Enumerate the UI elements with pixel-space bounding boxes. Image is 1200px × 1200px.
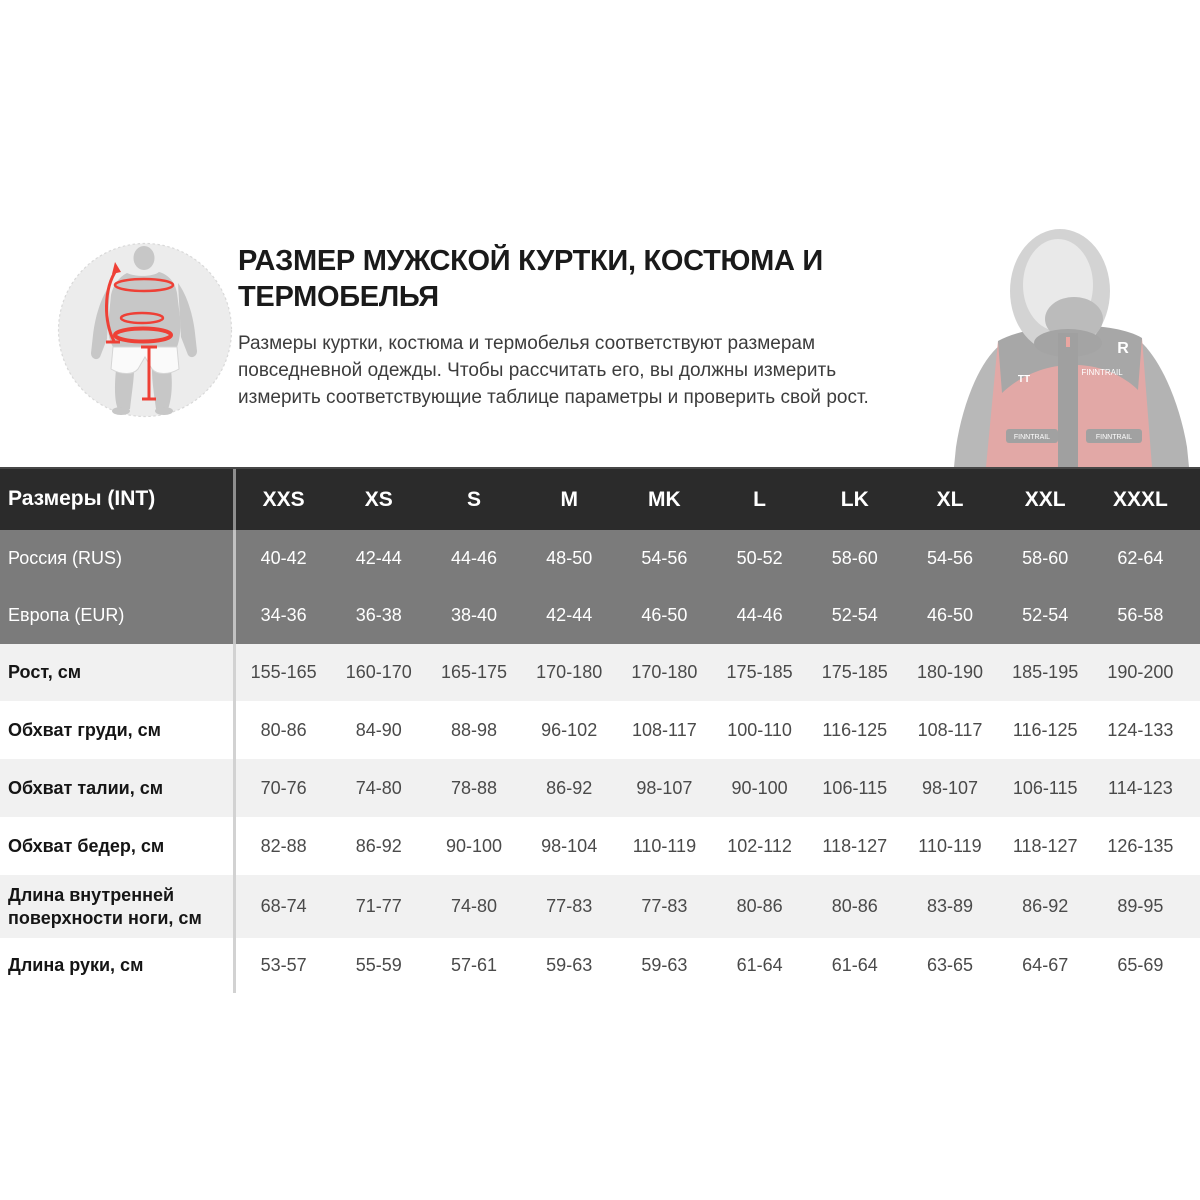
value-cell: 165-175 <box>440 662 508 682</box>
pocket-right-logo: FINNTRAIL <box>1095 434 1133 441</box>
value-cell: 53-57 <box>260 955 307 975</box>
column-header-cell: MK <box>648 487 681 511</box>
value-cell: 86-92 <box>546 777 593 798</box>
value-cell: 54-56 <box>641 548 688 568</box>
value-cell: 55-59 <box>355 955 402 975</box>
value-cell: 114-123 <box>1108 777 1173 798</box>
value-cell: 44-46 <box>736 605 783 625</box>
value-cell: 77-83 <box>546 896 593 916</box>
page-title: РАЗМЕР МУЖСКОЙ КУРТКИ, КОСТЮМА И ТЕРМОБЕЛЬЯ <box>238 245 823 313</box>
value-cell: 68-74 <box>260 896 307 916</box>
value-cell: 175-185 <box>726 662 793 682</box>
value-cell: 40-42 <box>260 548 307 568</box>
column-header-cell: L <box>753 487 766 511</box>
brand-logo: FINNTRAIL <box>1081 368 1123 377</box>
table-row <box>0 644 1200 701</box>
value-cell: 70-76 <box>260 777 307 798</box>
value-cell: 65-69 <box>1117 955 1164 975</box>
column-header-cell: S <box>466 487 481 511</box>
value-cell: 89-95 <box>1117 896 1164 916</box>
row-cells <box>236 587 1200 644</box>
value-cell: 63-65 <box>926 955 974 975</box>
value-cell: 90-100 <box>445 835 503 856</box>
value-cell: 54-56 <box>926 548 974 568</box>
value-cell: 90-100 <box>731 777 788 798</box>
value-cell: 106-115 <box>1012 777 1078 798</box>
table-row <box>0 759 1200 817</box>
value-cell: 180-190 <box>916 662 984 682</box>
value-cell: 52-54 <box>1022 605 1069 625</box>
value-cell: 185-195 <box>1012 662 1079 682</box>
row-label: Длина внутренней поверхности ноги, см <box>8 885 202 928</box>
body-measurement-illustration <box>57 241 233 419</box>
table-corner-label: Размеры (INT) <box>8 487 156 511</box>
column-header-cell: XXL <box>1024 487 1066 511</box>
jacket-illustration <box>940 225 1200 467</box>
row-cells <box>236 938 1200 993</box>
value-cell: 102-112 <box>727 835 792 856</box>
table-row <box>0 817 1200 875</box>
value-cell: 71-77 <box>355 896 402 916</box>
value-cell: 64-67 <box>1022 955 1069 975</box>
value-cell: 59-63 <box>546 955 593 975</box>
value-cell: 82-88 <box>260 835 307 856</box>
column-header-cell: M <box>560 487 578 511</box>
value-cell: 155-165 <box>250 662 317 682</box>
table-row <box>0 701 1200 759</box>
value-cell: 116-125 <box>822 719 888 740</box>
value-cell: 74-80 <box>355 777 402 798</box>
value-cell: 118-127 <box>1012 835 1078 856</box>
value-cell: 80-86 <box>260 719 307 740</box>
value-cell: 96-102 <box>541 719 598 740</box>
row-cells <box>236 701 1200 759</box>
value-cell: 44-46 <box>450 548 498 568</box>
value-cell: 83-89 <box>926 896 974 916</box>
body-measurement-icon <box>57 241 233 419</box>
value-cell: 124-133 <box>1107 719 1174 740</box>
table-row <box>0 530 1200 587</box>
value-cell: 46-50 <box>641 605 688 625</box>
column-header-cell: XS <box>364 487 393 511</box>
value-cell: 34-36 <box>260 605 307 625</box>
intro-description: Размеры куртки, костюма и термобелья соответствуют размерам повседневной одежды. Чтобы рассчитать его, вы должны измерить измерить соответствующие таблице параметры и проверить свой рост. <box>238 333 869 408</box>
row-label: Европа (EUR) <box>8 605 125 626</box>
table-row <box>0 875 1200 938</box>
value-cell: 52-54 <box>831 605 878 625</box>
value-cell: 190-200 <box>1107 662 1174 682</box>
row-label: Обхват бедер, см <box>8 835 165 856</box>
value-cell: 106-115 <box>822 777 888 798</box>
value-cell: 170-180 <box>631 662 698 682</box>
value-cell: 74-80 <box>450 896 498 916</box>
value-cell: 58-60 <box>831 548 878 568</box>
value-cell: 108-117 <box>632 719 697 740</box>
value-cell: 42-44 <box>355 548 402 568</box>
row-cells <box>236 469 1200 530</box>
value-cell: 86-92 <box>1022 896 1069 916</box>
value-cell: 58-60 <box>1022 548 1069 568</box>
jacket-photo <box>940 225 1200 467</box>
value-cell: 86-92 <box>355 835 402 856</box>
value-cell: 116-125 <box>1012 719 1078 740</box>
value-cell: 50-52 <box>736 548 783 568</box>
value-cell: 84-90 <box>355 719 402 740</box>
row-cells <box>236 875 1200 938</box>
column-header-cell: XL <box>936 487 964 511</box>
value-cell: 110-119 <box>918 835 982 856</box>
row-cells <box>236 530 1200 587</box>
value-cell: 160-170 <box>345 662 412 682</box>
value-cell: 61-64 <box>736 955 783 975</box>
row-label: Обхват груди, см <box>8 719 161 740</box>
jacket-zipper-pull <box>1066 337 1070 347</box>
value-cell: 62-64 <box>1117 548 1164 568</box>
row-cells <box>236 817 1200 875</box>
value-cell: 80-86 <box>831 896 878 916</box>
column-header-cell: LK <box>840 487 869 511</box>
jacket-placket <box>1058 333 1078 467</box>
value-cell: 98-104 <box>541 835 598 856</box>
value-cell: 88-98 <box>450 719 498 740</box>
value-cell: 100-110 <box>727 719 792 740</box>
pocket-left-logo: FINNTRAIL <box>1013 434 1051 441</box>
value-cell: 118-127 <box>822 835 888 856</box>
value-cell: 56-58 <box>1117 605 1164 625</box>
value-cell: 175-185 <box>821 662 888 682</box>
value-cell: 170-180 <box>536 662 603 682</box>
value-cell: 98-107 <box>636 777 693 798</box>
row-label: Обхват талии, см <box>8 777 164 798</box>
value-cell: 78-88 <box>450 777 498 798</box>
value-cell: 80-86 <box>736 896 783 916</box>
r-logo: R <box>1117 340 1129 357</box>
table-header-row <box>0 469 1200 530</box>
size-table <box>0 467 1200 993</box>
value-cell: 108-117 <box>917 719 983 740</box>
row-label: Россия (RUS) <box>8 548 123 569</box>
value-cell: 36-38 <box>355 605 402 625</box>
intro-text-block <box>238 243 938 411</box>
row-label: Длина руки, см <box>8 955 144 976</box>
column-header-cell: XXXL <box>1112 487 1168 511</box>
table-row <box>0 587 1200 644</box>
value-cell: 59-63 <box>641 955 688 975</box>
row-cells <box>236 759 1200 817</box>
column-header-cell: XXS <box>262 487 305 511</box>
value-cell: 38-40 <box>450 605 498 625</box>
row-cells <box>236 644 1200 701</box>
tt-logo: TT <box>1017 374 1031 385</box>
value-cell: 61-64 <box>831 955 878 975</box>
value-cell: 77-83 <box>641 896 688 916</box>
value-cell: 42-44 <box>546 605 593 625</box>
value-cell: 126-135 <box>1107 835 1174 856</box>
value-cell: 98-107 <box>921 777 979 798</box>
table-row <box>0 938 1200 993</box>
value-cell: 46-50 <box>926 605 974 625</box>
value-cell: 110-119 <box>632 835 697 856</box>
row-label: Рост, см <box>8 662 82 683</box>
value-cell: 57-61 <box>450 955 498 975</box>
value-cell: 48-50 <box>546 548 593 568</box>
